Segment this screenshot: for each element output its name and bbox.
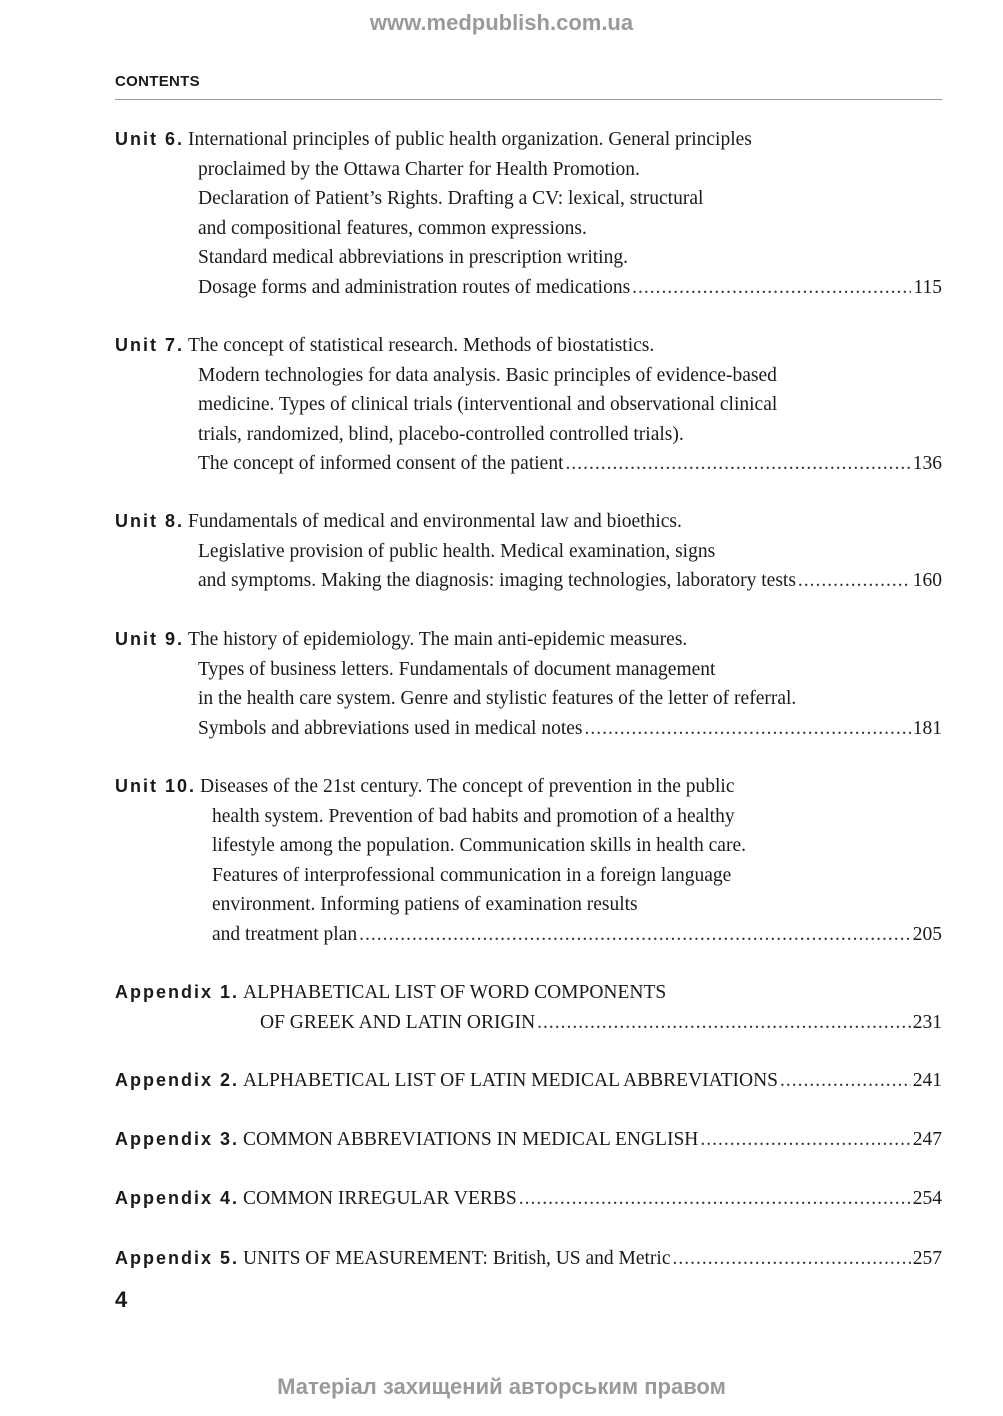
dot-leader: [632, 273, 911, 303]
watermark-url: www.medpublish.com.ua: [369, 10, 634, 35]
entry-line: Standard medical abbreviations in prescription writing.: [198, 247, 628, 268]
page-number: 4: [115, 1287, 128, 1312]
toc-entry-appendix-2[interactable]: [115, 1066, 942, 1096]
toc-entry-appendix-3[interactable]: [115, 1125, 942, 1155]
toc-entry-unit-10[interactable]: [115, 772, 942, 949]
dot-leader: [359, 920, 911, 950]
dot-leader: [537, 1008, 911, 1038]
entry-line: proclaimed by the Ottawa Charter for Health Promotion.: [198, 158, 640, 180]
entry-line: and compositional features, common expressions.: [198, 217, 587, 239]
entry-line: Symbols and abbreviations used in medical notes: [198, 717, 583, 739]
header-rule: [115, 99, 942, 100]
entry-line: and treatment plan: [212, 923, 358, 945]
page-ref: 136: [912, 453, 942, 474]
dot-leader: [780, 1066, 911, 1096]
dot-leader: [519, 1184, 911, 1214]
toc-entry-unit-6[interactable]: [115, 125, 942, 302]
entry-label: Unit 8.: [115, 511, 185, 531]
entry-line: OF GREEK AND LATIN ORIGIN: [260, 1011, 536, 1033]
entry-line: and symptoms. Making the diagnosis: imaging technologies, laboratory tests: [198, 570, 796, 591]
entry-label: Appendix 2.: [115, 1070, 240, 1090]
page-ref: 181: [912, 717, 942, 739]
entry-label: Unit 9.: [115, 629, 185, 649]
copyright-watermark: Матеріал захищений авторським правом: [277, 1374, 726, 1399]
entry-line: International principles of public health organization. General principles: [188, 129, 752, 150]
entry-line: Legislative provision of public health. Medical examination, signs: [198, 540, 716, 562]
entry-line: ALPHABETICAL LIST OF LATIN MEDICAL ABBREVIATIONS: [243, 1070, 778, 1091]
running-head: CONTENTS: [115, 73, 200, 90]
entry-line: Types of business letters. Fundamentals of document management: [198, 658, 716, 680]
page-ref: 247: [912, 1129, 942, 1150]
toc-entry-appendix-1[interactable]: [115, 978, 942, 1037]
entry-line: trials, randomized, blind, placebo-controlled controlled trials).: [198, 423, 684, 445]
page-ref: 231: [912, 1011, 942, 1033]
entry-line: Features of interprofessional communication in a foreign language: [212, 864, 732, 886]
entry-line: The concept of informed consent of the patient: [198, 453, 564, 474]
entry-label: Appendix 3.: [115, 1129, 240, 1149]
entry-line: COMMON IRREGULAR VERBS: [243, 1188, 517, 1209]
page-ref: 241: [912, 1070, 942, 1091]
toc-entry-unit-9[interactable]: [115, 625, 942, 743]
dot-leader: [700, 1125, 910, 1155]
toc-entry-unit-7[interactable]: [115, 331, 942, 479]
entry-line: Fundamentals of medical and environmental law and bioethics.: [188, 511, 682, 532]
entry-line: The concept of statistical research. Methods of biostatistics.: [188, 335, 655, 356]
entry-label: Unit 6.: [115, 129, 185, 149]
page-ref: 257: [912, 1248, 942, 1269]
page-ref: 254: [912, 1188, 942, 1209]
entry-label: Appendix 4.: [115, 1188, 240, 1208]
entry-line: COMMON ABBREVIATIONS IN MEDICAL ENGLISH: [243, 1129, 699, 1150]
entry-line: lifestyle among the population. Communication skills in health care.: [212, 835, 746, 856]
entry-line: in the health care system. Genre and stylistic features of the letter of referral.: [198, 688, 797, 709]
entry-label: Appendix 5.: [115, 1248, 240, 1268]
toc-entry-appendix-5[interactable]: [115, 1244, 942, 1274]
dot-leader: [798, 566, 911, 596]
entry-line: Modern technologies for data analysis. Basic principles of evidence-based: [198, 364, 777, 386]
entry-label: Appendix 1.: [115, 982, 240, 1002]
page-ref: 205: [912, 923, 942, 945]
entry-line: environment. Informing patiens of examination results: [212, 894, 638, 915]
entry-line: UNITS OF MEASUREMENT: British, US and Metric: [243, 1248, 671, 1269]
entry-line: medicine. Types of clinical trials (interventional and observational clinical: [198, 394, 778, 415]
entry-line: ALPHABETICAL LIST OF WORD COMPONENTS: [243, 982, 667, 1003]
entry-line: Declaration of Patient’s Rights. Drafting a CV: lexical, structural: [198, 188, 704, 209]
entry-line: health system. Prevention of bad habits and promotion of a healthy: [212, 805, 735, 827]
entry-line: Diseases of the 21st century. The concept of prevention in the public: [200, 776, 735, 797]
dot-leader: [566, 449, 911, 479]
dot-leader: [673, 1244, 911, 1274]
dot-leader: [585, 714, 911, 744]
entry-label: Unit 10.: [115, 776, 197, 796]
entry-label: Unit 7.: [115, 335, 185, 355]
toc-entry-unit-8[interactable]: [115, 507, 942, 596]
entry-line: The history of epidemiology. The main anti-epidemic measures.: [188, 629, 688, 650]
page-ref: 115: [913, 276, 942, 298]
toc-entry-appendix-4[interactable]: [115, 1184, 942, 1214]
page-ref: 160: [912, 570, 942, 591]
entry-line: Dosage forms and administration routes of medications: [198, 276, 631, 298]
